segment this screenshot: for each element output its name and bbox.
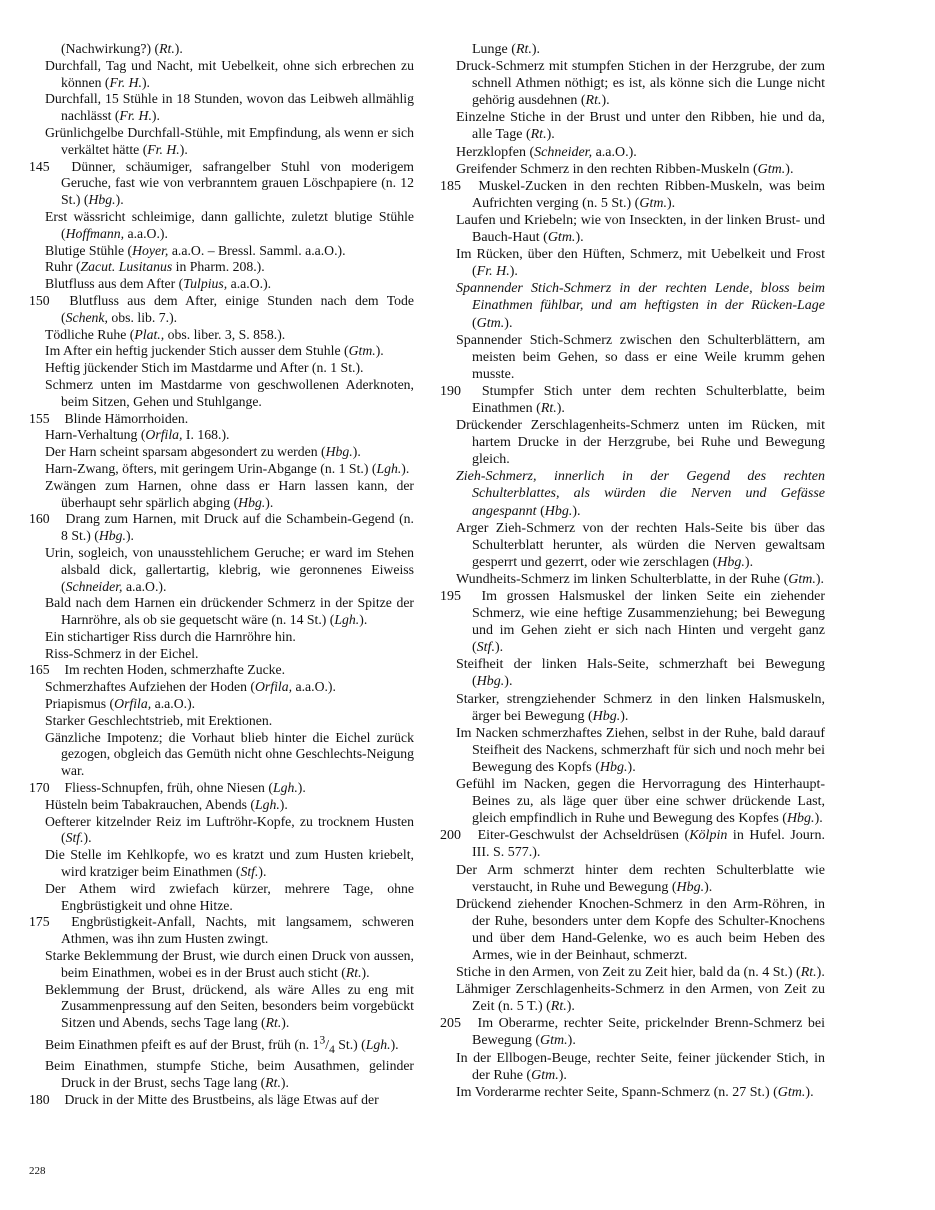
entry-number: 155 [29,410,50,426]
entry-text: Zieh-Schmerz, innerlich in der Gegend des rechten Schulterblattes, als würden die Nerven und Gefässe angespannt (Hbg.). [456,469,825,519]
symptom-entry [440,383,825,417]
entry-number: 195 [440,589,461,604]
entry-text: Blutfluss aus dem After, einige Stunden nach dem Tode (Schenk, obs. lib. 7.). [61,292,414,325]
entry-text: Starker, strengziehender Schmerz in den linken Halsmuskeln, ärger bei Bewegung (Hbg.). [456,691,825,724]
symptom-entry [29,360,414,377]
symptom-entry [29,679,414,696]
entry-text: Dünner, schäumiger, safrangelber Stuhl von moderigem Geruche, fast wie von verbranntem grauen Löschpapiere (n. 12 St.) (Hbg.). [61,158,414,208]
entry-text: Beim Einathmen, stumpfe Stiche, beim Ausathmen, gelinder Druck in der Brust, sechs Tage lang (Rt.). [45,1058,414,1090]
symptom-entry [29,58,414,92]
symptom-entry [29,1058,414,1092]
entry-text: Drückender Zerschlagenheits-Schmerz unten im Rücken, mit hartem Drucke in der Herzgrube, bei Ruhe und Bewegung gleich. [456,418,825,468]
symptom-entry [29,125,414,159]
entry-text: Riss-Schmerz in der Eichel. [45,645,199,661]
entry-text: Schmerzhaftes Aufziehen der Hoden (Orfila, a.a.O.). [45,679,336,695]
symptom-entry [29,343,414,360]
symptom-entry [29,1032,414,1058]
symptom-entry [440,776,825,827]
entry-text: Gänzliche Impotenz; die Vorhaut blieb hinter die Eichel zurück gezogen, obgleich das Gemüth nicht ohne Geschlechts-Neigung war. [45,729,414,779]
symptom-entry [440,571,825,588]
symptom-entry [440,981,825,1015]
entry-text: Steifheit der linken Hals-Seite, schmerzhaft bei Bewegung (Hbg.). [456,657,825,690]
entry-text: Fliess-Schnupfen, früh, ohne Niesen (Lgh.). [61,780,306,796]
entry-text: Beklemmung der Brust, drückend, als wäre Alles zu eng mit Zusammenpressung auf den Seiten, besonders beim vorgebückt Sitzen und Abends, sechs Tage lang (Rt.). [45,981,414,1031]
entry-text: Blutige Stühle (Hoyer, a.a.O. – Bressl. Samml. a.a.O.). [45,242,346,258]
entry-text: Im grossen Halsmuskel der linken Seite ein ziehender Schmerz, wie eine heftige Zusammenziehung; bei Bewegung und im Gehen zieht er sich nach Hinten und vergeht ganz (Stf.). [472,589,825,656]
symptom-entry [29,377,414,411]
symptom-entry [29,713,414,730]
symptom-entry [29,629,414,646]
symptom-entry [29,730,414,780]
entry-text: Stumpfer Stich unter dem rechten Schulterblatte, beim Einathmen (Rt.). [472,383,825,416]
symptom-entry [440,58,825,109]
entry-number: 190 [440,383,461,399]
entry-text: Beim Einathmen pfeift es auf der Brust, früh (n. $1^3/_4$ St.) (Lgh.). [45,1034,399,1056]
entry-text: Durchfall, Tag und Nacht, mit Uebelkeit, ohne sich erbrechen zu können (Fr. H.). [45,57,414,90]
symptom-entry [29,646,414,663]
page-number: 228 [29,1165,46,1177]
symptom-entry [440,691,825,725]
symptom-entry [29,797,414,814]
entry-text: Harn-Verhaltung (Orfila, I. 168.). [45,427,230,443]
entry-text: Ruhr (Zacut. Lusitanus in Pharm. 208.). [45,259,265,275]
symptom-entry [29,478,414,512]
entry-text: Greifender Schmerz in den rechten Ribben-Muskeln (Gtm.). [456,161,794,177]
symptom-entry [440,246,825,280]
symptom-entry [29,595,414,629]
symptom-entry [440,144,825,161]
entry-number: 180 [29,1091,50,1107]
symptom-entry [440,725,825,776]
entry-text: Blinde Hämorrhoiden. [61,410,189,426]
symptom-entry [29,662,414,679]
symptom-entry [440,520,825,571]
symptom-entry [440,862,825,896]
entry-text: Heftig jückender Stich im Mastdarme und After (n. 1 St.). [45,360,364,376]
entry-text: Priapismus (Orfila, a.a.O.). [45,696,196,712]
entry-text: Urin, sogleich, von unausstehlichem Geruche; er ward im Stehen alsbald dick, gallertartig, klebrig, wie geronnenes Eiweiss (Schneider, a.a.O.). [45,544,414,594]
symptom-entry [440,468,825,519]
symptom-entry [29,411,414,428]
entry-text: Im rechten Hoden, schmerzhafte Zucke. [61,662,286,678]
entry-text: Die Stelle im Kehlkopfe, wo es kratzt und zum Husten kriebelt, wird kratziger beim Einathmen (Stf.). [45,847,414,880]
entry-number: 175 [29,914,50,930]
symptom-entry [29,461,414,478]
entry-text: (Nachwirkung?) (Rt.). [61,41,183,56]
entry-text: Blutfluss aus dem After (Tulpius, a.a.O.). [45,276,272,292]
symptom-entry [29,293,414,327]
symptom-entry [440,212,825,246]
symptom-entry [440,656,825,690]
entry-text: Einzelne Stiche in der Brust und unter den Ribben, hie und da, alle Tage (Rt.). [456,110,825,143]
entry-text: In der Ellbogen-Beuge, rechter Seite, feiner jückender Stich, in der Ruhe (Gtm.). [456,1050,825,1083]
symptom-entry [29,545,414,595]
entry-text: Im Rücken, über den Hüften, Schmerz, mit Uebelkeit und Frost (Fr. H.). [456,247,825,280]
entry-text: Engbrüstigkeit-Anfall, Nachts, mit langsamem, schweren Athmen, was ihn zum Husten zwingt. [61,914,414,947]
entry-text: Ein stichartiger Riss durch die Harnröhre hin. [45,628,296,644]
symptom-entry [29,948,414,982]
entry-number: 205 [440,1016,461,1032]
entry-text: Tödliche Ruhe (Plat., obs. liber. 3, S. 858.). [45,326,286,342]
entry-number: 185 [440,178,461,194]
symptom-entry [29,444,414,461]
entry-text: Druck-Schmerz mit stumpfen Stichen in der Herzgrube, der zum schnell Athmen nöthigt; es ist, als könne sich die Lunge nicht gehörig ausdehnen (Rt.). [456,59,825,109]
entry-text: Im Vorderarme rechter Seite, Spann-Schmerz (n. 27 St.) (Gtm.). [456,1084,814,1100]
entry-text: Lähmiger Zerschlagenheits-Schmerz in den Armen, von Zeit zu Zeit (n. 5 T.) (Rt.). [456,982,825,1015]
entry-text: Drückend ziehender Knochen-Schmerz in den Arm-Röhren, in der Ruhe, besonders unter dem Kopfe des Schulter-Knochens und über dem Hand-Gelenke, wo es auch beim Heben des Armes, wie in der Beinhaut, schmerzt. [456,896,825,963]
entry-text: Durchfall, 15 Stühle in 18 Stunden, wovon das Leibweh allmählig nachlässt (Fr. H.). [45,91,414,124]
symptom-entry [440,109,825,143]
symptom-entry [440,417,825,468]
entry-text: Oefterer kitzelnder Reiz im Luftröhr-Kopfe, zu trocknem Husten (Stf.). [45,813,414,846]
symptom-entry [29,847,414,881]
entry-text: Spannender Stich-Schmerz in der rechten Lende, bloss beim Einathmen fühlbar, und am heftigsten in der Rücken-Lage (Gtm.). [456,281,825,331]
left-column [29,41,414,1109]
entry-text: Der Harn scheint sparsam abgesondert zu werden (Hbg.). [45,444,361,460]
symptom-entry [29,814,414,848]
symptom-entry [29,91,414,125]
entry-number: 170 [29,780,50,796]
symptom-entry [29,982,414,1032]
symptom-entry [29,881,414,915]
symptom-entry [29,243,414,260]
symptom-entry [29,259,414,276]
symptom-entry [440,827,825,861]
entry-text: Erst wässricht schleimige, dann gallichte, zuletzt blutige Stühle (Hoffmann, a.a.O.). [45,208,414,241]
entry-number: 200 [440,828,461,844]
symptom-entry [440,588,825,656]
entry-text: Zwängen zum Harnen, ohne dass er Harn lassen kann, der überhaupt sehr spärlich abging (Hbg.). [45,477,414,510]
entry-text: Starke Beklemmung der Brust, wie durch einen Druck von aussen, beim Einathmen, wobei es in der Brust auch sticht (Rt.). [45,948,414,980]
symptom-entry [29,696,414,713]
entry-number: 145 [29,158,50,174]
entry-text: Bald nach dem Harnen ein drückender Schmerz in der Spitze der Harnröhre, als ob sie gequetscht wäre (n. 14 St.) (Lgh.). [45,595,414,628]
symptom-entry [29,276,414,293]
right-column [440,41,825,1101]
entry-text: Spannender Stich-Schmerz zwischen den Schulterblättern, am meisten beim Gehen, so dass er eine Weile krumm gehen musste. [456,332,825,382]
entry-number: 150 [29,292,50,308]
entry-text: Eiter-Geschwulst der Achseldrüsen (Kölpin in Hufel. Journ. III. S. 577.). [472,828,825,861]
entry-text: Starker Geschlechtstrieb, mit Erektionen. [45,712,273,728]
entry-text: Gefühl im Nacken, gegen die Hervorragung des Hinterhaupt-Beines zu, als läge quer über eine schwer drückende Last, gleich empfindlich in Ruhe und Bewegung des Kopfes (Hbg.). [456,777,825,827]
entry-text: Der Athem wird zwiefach kürzer, mehrere Tage, ohne Engbrüstigkeit und ohne Hitze. [45,880,414,913]
entry-number: 165 [29,662,50,678]
symptom-entry [440,178,825,212]
symptom-entry [29,327,414,344]
entry-text: Harn-Zwang, öfters, mit geringem Urin-Abgange (n. 1 St.) (Lgh.). [45,460,410,476]
entry-text: Schmerz unten im Mastdarme von geschwollenen Aderknoten, beim Sitzen, Gehen und Stuhlgange. [45,376,414,409]
symptom-entry [440,964,825,981]
symptom-entry [29,1092,414,1109]
symptom-entry [29,780,414,797]
entry-text: Wundheits-Schmerz im linken Schulterblatte, in der Ruhe (Gtm.). [456,571,825,587]
entry-text: Im Nacken schmerzhaftes Ziehen, selbst in der Ruhe, bald darauf Steifheit des Nackens, schmerzhaft für sich und noch mehr bei Bewegung des Kopfs (Hbg.). [456,725,825,775]
symptom-entry [440,332,825,383]
symptom-entry [29,159,414,209]
entry-text: Lunge (Rt.). [472,42,541,57]
symptom-entry [29,41,414,58]
symptom-entry [29,511,414,545]
entry-text: Im After ein heftig juckender Stich ausser dem Stuhle (Gtm.). [45,343,384,359]
symptom-entry [440,280,825,331]
entry-text: Laufen und Kriebeln; wie von Inseckten, in der linken Brust- und Bauch-Haut (Gtm.). [456,212,825,246]
entry-text: Im Oberarme, rechter Seite, prickelnder Brenn-Schmerz bei Bewegung (Gtm.). [472,1016,825,1049]
entry-text: Druck in der Mitte des Brustbeins, als läge Etwas auf der [61,1091,379,1107]
entry-text: Stiche in den Armen, von Zeit zu Zeit hier, bald da (n. 4 St.) (Rt.). [456,965,825,981]
symptom-entry [440,1084,825,1101]
symptom-entry [29,427,414,444]
symptom-entry [440,896,825,964]
entry-text: Grünlichgelbe Durchfall-Stühle, mit Empfindung, als wenn er sich verkältet hätte (Fr. H.). [45,124,414,157]
symptom-entry [440,161,825,178]
entry-text: Arger Zieh-Schmerz von der rechten Hals-Seite bis über das Schulterblatt herunter, als würden die Nerven gewaltsam gesperrt und gezerrt, oder wie zerschlagen (Hbg.). [456,520,825,570]
entry-text: Drang zum Harnen, mit Druck auf die Schambein-Gegend (n. 8 St.) (Hbg.). [61,511,414,544]
entry-text: Muskel-Zucken in den rechten Ribben-Muskeln, was beim Aufrichten verging (n. 5 St.) (Gtm.). [472,178,825,211]
symptom-entry [440,1050,825,1084]
symptom-entry [440,41,825,58]
symptom-entry [29,914,414,948]
entry-text: Hüsteln beim Tabakrauchen, Abends (Lgh.). [45,796,288,812]
entry-number: 160 [29,511,50,527]
symptom-entry [440,1015,825,1049]
symptom-entry [29,209,414,243]
entry-text: Herzklopfen (Schneider, a.a.O.). [456,144,637,160]
entry-text: Der Arm schmerzt hinter dem rechten Schulterblatte wie verstaucht, in Ruhe und Bewegung (Hbg.). [456,862,825,895]
